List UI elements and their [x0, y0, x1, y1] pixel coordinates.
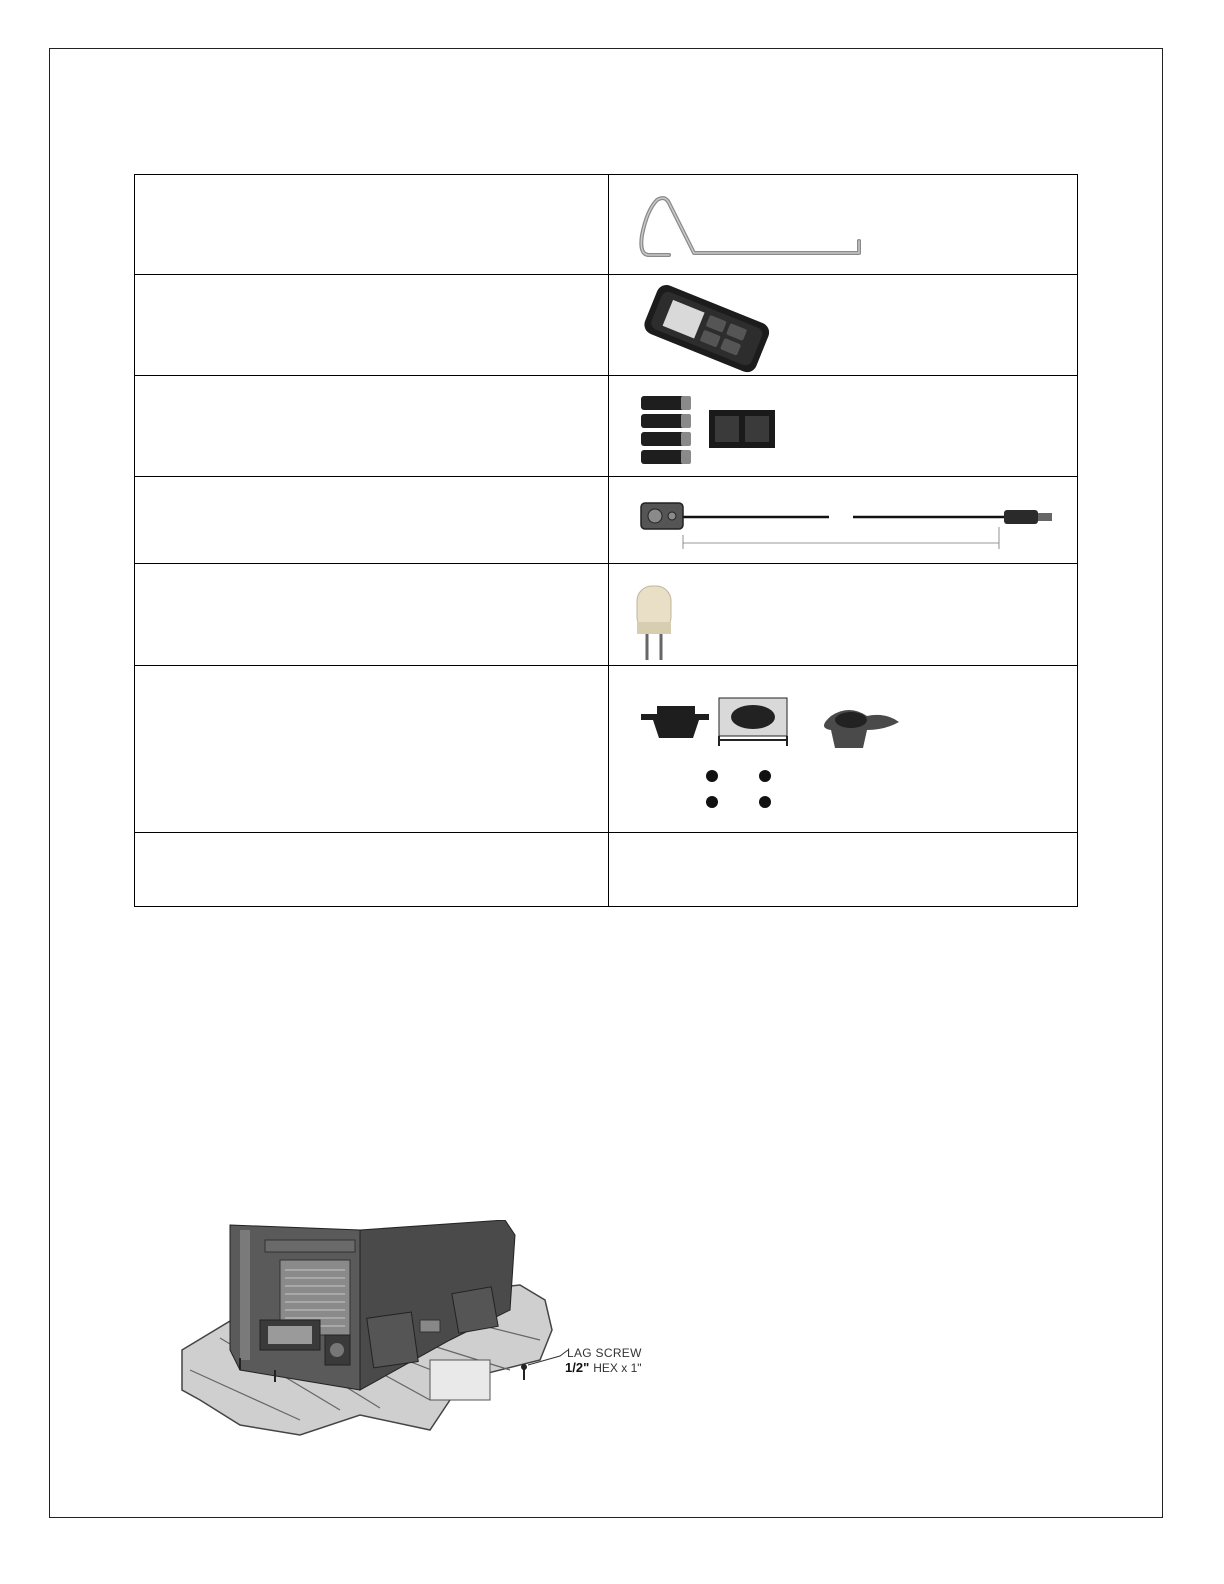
part-image-cell — [609, 376, 1078, 477]
pin-icon — [609, 175, 909, 273]
table-row — [135, 564, 1078, 666]
lag-screw-spec: HEX x 1" — [593, 1361, 642, 1375]
lag-screw-label: LAG SCREW — [567, 1346, 642, 1360]
part-image-cell — [609, 833, 1078, 907]
part-image-cell — [609, 275, 1078, 376]
part-description — [135, 376, 609, 477]
bulb-icon — [609, 564, 729, 664]
part-description — [135, 175, 609, 275]
part-image-cell — [609, 666, 1078, 833]
table-row — [135, 477, 1078, 564]
sensor-cable-icon — [609, 477, 1077, 563]
part-description — [135, 477, 609, 564]
part-description — [135, 275, 609, 376]
remote-control-icon — [609, 275, 809, 375]
part-description — [135, 833, 609, 907]
part-description — [135, 564, 609, 666]
table-row — [135, 376, 1078, 477]
batteries-and-holder-icon — [609, 376, 809, 476]
lag-screw-size-label — [565, 1360, 642, 1375]
table-row — [135, 833, 1078, 907]
stove-on-pallet-illustration — [180, 1220, 660, 1445]
table-row — [135, 666, 1078, 833]
part-image-cell — [609, 477, 1078, 564]
lag-screw-size: 1/2" — [565, 1360, 590, 1375]
parts-table — [134, 174, 1078, 907]
part-description — [135, 666, 609, 833]
table-row — [135, 175, 1078, 275]
table-row — [135, 275, 1078, 376]
part-image-cell — [609, 564, 1078, 666]
part-image-cell — [609, 175, 1078, 275]
brackets-and-bumpers-icon — [609, 666, 929, 832]
